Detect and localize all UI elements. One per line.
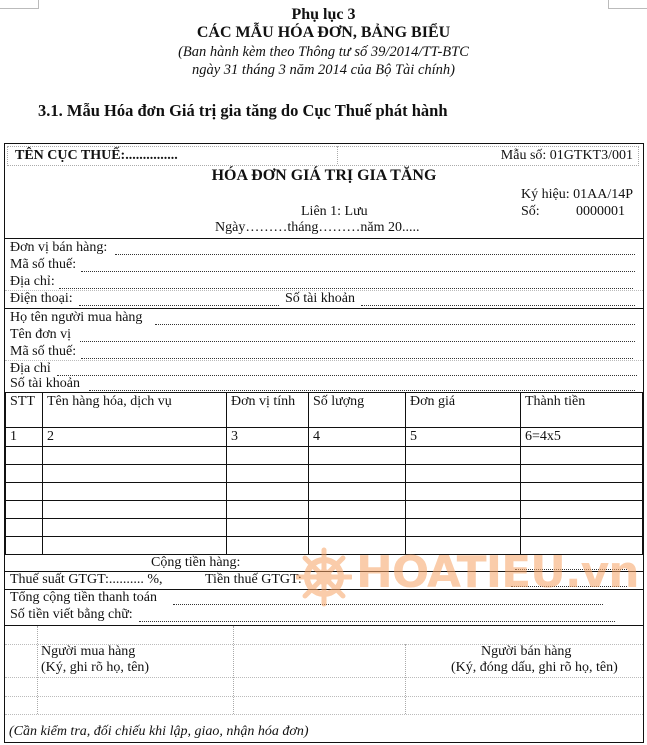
subtotal-field[interactable]	[515, 569, 627, 570]
row-guide	[5, 696, 643, 697]
buyer-account-field[interactable]	[89, 390, 635, 391]
table-row	[6, 537, 643, 555]
cell[interactable]	[521, 465, 643, 483]
buyer-unit-label: Tên đơn vị	[10, 327, 72, 342]
cell: 1	[6, 428, 43, 447]
cell[interactable]	[227, 465, 309, 483]
invoice-form	[4, 143, 644, 743]
issued-line-1: (Ban hành kèm theo Thông tư số 39/2014/TT-BTC	[178, 44, 469, 60]
vat-rate-label: Thuế suất GTGT:.......... %,	[10, 572, 163, 587]
cell[interactable]	[43, 483, 227, 501]
cell[interactable]	[309, 537, 406, 555]
cell[interactable]	[43, 501, 227, 519]
buyer-unit-field[interactable]	[80, 341, 635, 342]
cell[interactable]	[227, 537, 309, 555]
col-guide	[405, 644, 406, 714]
cell[interactable]	[6, 465, 43, 483]
cell[interactable]	[227, 501, 309, 519]
invoice-title: HÓA ĐƠN GIÁ TRỊ GIA TĂNG	[211, 167, 437, 184]
table-row	[6, 501, 643, 519]
footer-note: (Cần kiểm tra, đối chiếu khi lập, giao, nhận hóa đơn)	[9, 724, 309, 739]
buyer-signature-title: Người mua hàng	[41, 644, 136, 659]
form-number: Mẫu số: 01GTKT3/001	[500, 148, 633, 163]
cell: 4	[309, 428, 406, 447]
doc-title: CÁC MẪU HÓA ĐƠN, BẢNG BIỂU	[196, 24, 451, 41]
vat-amount-label: Tiền thuế GTGT:	[205, 572, 302, 587]
seller-signature-note: (Ký, đóng dấu, ghi rõ họ, tên)	[451, 660, 618, 675]
col-header-name: Tên hàng hóa, dịch vụ	[43, 393, 227, 428]
row-guide	[5, 360, 643, 361]
buyer-signature-note: (Ký, ghi rõ họ, tên)	[41, 660, 150, 675]
issued-line-2: ngày 31 tháng 3 năm 2014 của Bộ Tài chính)	[192, 62, 455, 78]
divider	[5, 238, 643, 239]
appendix-label: Phụ lục 3	[291, 6, 356, 23]
cell[interactable]	[6, 483, 43, 501]
divider	[5, 308, 643, 309]
buyer-address-field[interactable]	[57, 375, 637, 376]
amount-in-words-label: Số tiền viết bằng chữ:	[10, 607, 133, 622]
section-title: 3.1. Mẫu Hóa đơn Giá trị gia tăng do Cục Thuế phát hành	[38, 101, 448, 120]
seller-account-label: Số tài khoản	[285, 291, 355, 306]
cell: 2	[43, 428, 227, 447]
cell: 6=4x5	[521, 428, 643, 447]
cell[interactable]	[309, 465, 406, 483]
invoice-number: 0000001	[576, 204, 625, 219]
cell[interactable]	[309, 519, 406, 537]
buyer-tax-code-label: Mã số thuế:	[10, 344, 77, 359]
table-header-row	[6, 393, 643, 428]
cell[interactable]	[521, 537, 643, 555]
col-guide	[37, 626, 38, 714]
cell[interactable]	[227, 483, 309, 501]
cell[interactable]	[406, 519, 521, 537]
col-header-stt: STT	[6, 393, 43, 428]
cell[interactable]	[406, 501, 521, 519]
cell[interactable]	[43, 519, 227, 537]
cell[interactable]	[406, 483, 521, 501]
cell[interactable]	[6, 519, 43, 537]
cell[interactable]	[6, 501, 43, 519]
cell[interactable]	[521, 483, 643, 501]
row-guide	[5, 714, 643, 715]
cell: 3	[227, 428, 309, 447]
cell[interactable]	[309, 447, 406, 465]
header-row-divider	[337, 146, 338, 164]
invoice-number-label: Số:	[521, 204, 540, 219]
table-row	[6, 465, 643, 483]
buyer-tax-code-field[interactable]	[81, 358, 633, 359]
seller-tax-code-label: Mã số thuế:	[10, 257, 77, 272]
buyer-account-label: Số tài khoản	[10, 376, 80, 391]
table-index-row	[6, 428, 643, 447]
cell[interactable]	[521, 447, 643, 465]
cell[interactable]	[6, 447, 43, 465]
seller-account-field[interactable]	[361, 305, 635, 306]
buyer-name-label: Họ tên người mua hàng	[10, 310, 143, 325]
cell[interactable]	[521, 501, 643, 519]
cell[interactable]	[43, 465, 227, 483]
amount-in-words-field[interactable]	[139, 621, 615, 622]
cell: 5	[406, 428, 521, 447]
buyer-address-label: Địa chỉ	[10, 361, 51, 376]
cell[interactable]	[6, 537, 43, 555]
grand-total-field[interactable]	[173, 604, 603, 605]
seller-phone-label: Điện thoại:	[10, 291, 73, 306]
col-header-qty: Số lượng	[309, 393, 406, 428]
cell[interactable]	[406, 537, 521, 555]
table-row	[6, 447, 643, 465]
seller-address-field[interactable]	[59, 288, 633, 289]
col-guide	[233, 626, 234, 714]
seller-signature-title: Người bán hàng	[481, 644, 572, 659]
seller-unit-field[interactable]	[115, 254, 635, 255]
cell[interactable]	[227, 519, 309, 537]
seller-tax-code-field[interactable]	[81, 271, 635, 272]
col-header-unit: Đơn vị tính	[227, 393, 309, 428]
items-table	[5, 392, 643, 555]
col-header-amount: Thành tiền	[521, 393, 643, 428]
copy-label: Liên 1: Lưu	[301, 204, 368, 219]
cell[interactable]	[521, 519, 643, 537]
grand-total-label: Tổng cộng tiền thanh toán	[10, 590, 157, 605]
col-header-price: Đơn giá	[406, 393, 521, 428]
seller-phone-field[interactable]	[79, 305, 279, 306]
cell[interactable]	[43, 537, 227, 555]
subtotal-label: Cộng tiền hàng:	[151, 555, 241, 570]
cell[interactable]	[406, 447, 521, 465]
watermark-text: HOATIEU.vn	[356, 547, 639, 598]
cell[interactable]	[406, 465, 521, 483]
table-row	[6, 519, 643, 537]
divider	[5, 625, 643, 626]
cell[interactable]	[309, 501, 406, 519]
cell[interactable]	[309, 483, 406, 501]
vat-amount-field[interactable]	[511, 586, 627, 587]
invoice-symbol: Ký hiệu: 01AA/14P	[521, 187, 633, 202]
tax-dept-name: TÊN CỤC THUẾ:...............	[15, 148, 178, 163]
seller-unit-label: Đơn vị bán hàng:	[10, 240, 108, 255]
cell[interactable]	[43, 447, 227, 465]
buyer-name-field[interactable]	[155, 324, 635, 325]
row-guide	[5, 677, 643, 678]
seller-address-label: Địa chỉ:	[10, 274, 55, 289]
invoice-date: Ngày………tháng………năm 20.....	[215, 220, 420, 235]
table-row	[6, 483, 643, 501]
cell[interactable]	[227, 447, 309, 465]
